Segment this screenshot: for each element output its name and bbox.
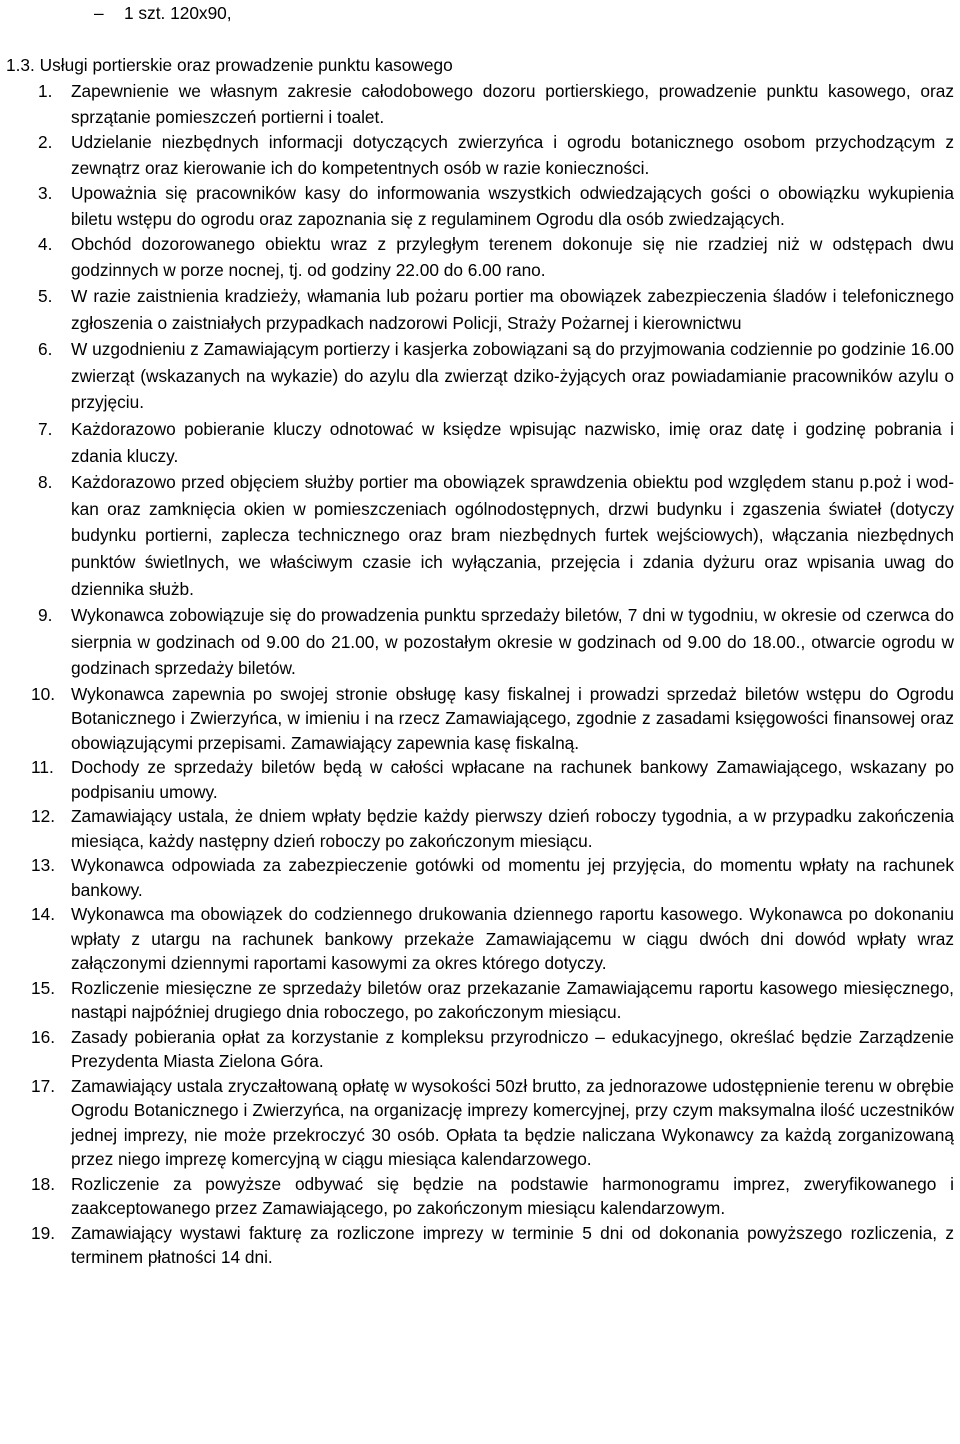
list-item-12 [0,804,960,853]
list-item-number: 7. [38,418,53,439]
list-item-text: Zasady pobierania opłat za korzystanie z kompleksu przyrodniczo – edukacyjnego, określać będzie Zarządzenie Prezydenta Miasta Zielona Góra. [71,1026,954,1072]
list-item-text: Upoważnia się pracowników kasy do informowania wszystkich odwiedzających gości o obowiązku wykupienia biletu wstępu do ogrodu oraz zapoznania się z regulaminem Ogrodu dla osób zwiedzających. [71,183,954,229]
list-item-number: 9. [38,605,53,626]
list-item-number: 13. [31,855,56,876]
list-item-3 [0,181,960,232]
list-item-text: Każdorazowo pobieranie kluczy odnotować w księdze wpisując nazwisko, imię oraz datę i godzinę pobrania i zdania kluczy. [71,418,954,466]
list-item-number: 4. [38,234,53,254]
list-item-number: 12. [31,806,56,827]
list-item-4 [0,232,960,283]
list-item-text: Każdorazowo przed objęciem służby portier ma obowiązek sprawdzenia obiektu pod względem stanu p.poż i wod-kan oraz zamknięcia okien w pomieszczeniach ogólnodostępnych, drzwi budynku i zgaszenia świateł (dotyczy budynku portierni, zaplecza technicznego oraz bram niezbędnych furtek wejściowych), włączania niezbędnych punktów świetlnych, we właściwym czasie ich wyłączania, przejęcia i zdania dyżuru oraz wpisania uwag do dziennika służb. [71,472,954,599]
list-item-17 [0,1074,960,1172]
list-item-text: Wykonawca zapewnia po swojej stronie obsługę kasy fiskalnej i prowadzi sprzedaż biletów wstępu do Ogrodu Botanicznego i Zwierzyńca, w imieniu i na rzecz Zamawiającego, zgodnie z zasadami księgowości finansowej oraz obowiązującymi przepisami. Zamawiający zapewnia kasę fiskalną. [71,683,954,753]
list-item-8 [0,469,960,602]
list-item-text: Udzielanie niezbędnych informacji dotyczących zwierzyńca i ogrodu botanicznego osobom przychodzącym z zewnątrz oraz kierowanie ich do kompetentnych osób w razie konieczności. [71,132,954,178]
list-item-13 [0,853,960,902]
list-item-text: Rozliczenie miesięczne ze sprzedaży biletów oraz przekazanie Zamawiającemu raportu kasowego miesięcznego, nastąpi najpóźniej drugiego dnia roboczego, po zakończonym miesiącu. [71,977,954,1023]
list-item-text: Rozliczenie za powyższe odbywać się będzie na podstawie harmonogramu imprez, zweryfikowanego i zaakceptowanego przez Zamawiającego, po zakończonym miesiącu kalendarzowym. [71,1173,954,1219]
list-item-11 [0,755,960,804]
list-item-text: Zamawiający ustala, że dniem wpłaty będzie każdy pierwszy dzień roboczy tygodnia, a w przypadku zakończenia miesiąca, każdy następny dzień roboczy po zakończonym miesiącu. [71,806,954,851]
list-item-number: 16. [31,1026,56,1047]
list-item-number: 6. [38,339,53,360]
list-item-6 [0,336,960,416]
previous-list-item-text: 1 szt. 120x90, [124,3,232,23]
list-item-number: 1. [38,81,53,101]
list-item-text: Wykonawca zobowiązuje się do prowadzenia punktu sprzedaży biletów, 7 dni w tygodniu, w okresie od czerwca do sierpnia w godzinach od 9.00 do 21.00, w pozostałym okresie w godzinach od 9.00 do 18.00., otwarcie ogrodu w godzinach sprzedaży biletów. [71,605,954,679]
list-item-text: W razie zaistnienia kradzieży, włamania lub pożaru portier ma obowiązek zabezpieczenia śladów i telefonicznego zgłoszenia o zaistniałych przypadkach nadzorowi Policji, Straży Pożarnej i kierownictwu [71,286,954,333]
list-item-number: 2. [38,132,53,152]
list-item-18 [0,1172,960,1221]
list-item-text: Zamawiający wystawi fakturę za rozliczone imprezy w terminie 5 dni od dokonania powyższego rozliczenia, z terminem płatności 14 dni. [71,1222,954,1268]
list-item-text: Dochody ze sprzedaży biletów będą w całości wpłacane na rachunek bankowy Zamawiającego, wskazany po podpisaniu umowy. [71,757,954,802]
list-item-10 [0,682,960,756]
list-item-number: 18. [31,1173,56,1194]
list-item-text: Obchód dozorowanego obiektu wraz z przyległym terenem dokonuje się nie rzadziej niż w odstępach dwu godzinnych w porze nocnej, tj. od godziny 22.00 do 6.00 rano. [71,234,954,280]
previous-list-item [94,2,232,24]
list-item-9 [0,602,960,682]
list-item-number: 10. [31,683,56,704]
list-item-19 [0,1221,960,1270]
list-item-16 [0,1025,960,1074]
list-item-5 [0,283,960,336]
list-item-text: Zamawiający ustala zryczałtowaną opłatę w wysokości 50zł brutto, za jednorazowe udostępnienie terenu w obrębie Ogrodu Botanicznego i Zwierzyńca, na organizację imprezy komercyjnej, przy czym maksymalna ilość uczestników jednej imprezy, nie może przekroczyć 30 osób. Opłata ta będzie naliczana Wykonawcy za każdą zorganizowaną przez niego imprezę komercyjną w ciągu miesiąca kalendarzowego. [71,1075,954,1170]
list-item-text: Wykonawca odpowiada za zabezpieczenie gotówki od momentu jej przyjęcia, do momentu wpłaty na rachunek bankowy. [71,855,954,900]
list-item-number: 5. [38,286,53,306]
list-item-number: 8. [38,472,53,493]
dash-bullet: – [94,3,104,23]
list-item-text: Wykonawca ma obowiązek do codziennego drukowania dziennego raportu kasowego. Wykonawca po dokonaniu wpłaty z utargu na rachunek bankowy przekaże Zamawiającemu w ciągu dwóch dni dowód wpłaty wraz załączonymi dziennymi raportami kasowymi za okres którego dotyczy. [71,904,954,974]
numbered-list [0,79,960,1270]
list-item-1 [0,79,960,130]
list-item-2 [0,130,960,181]
list-item-number: 11. [31,757,54,778]
list-item-14 [0,902,960,976]
list-item-number: 3. [38,183,53,203]
list-item-text: Zapewnienie we własnym zakresie całodobowego dozoru portierskiego, prowadzenie punktu kasowego, oraz sprzątanie pomieszczeń portierni i toalet. [71,81,954,127]
list-item-7 [0,416,960,469]
list-item-number: 15. [31,977,56,998]
section-heading: 1.3. Usługi portierskie oraz prowadzenie punktu kasowego [6,55,453,75]
list-item-text: W uzgodnieniu z Zamawiającym portierzy i kasjerka zobowiązani są do przyjmowania codziennie po godzinie 16.00 zwierząt (wskazanych na wykazie) do azylu dla zwierząt dziko-żyjących oraz powiadamianie pracowników azylu o przyjęciu. [71,339,954,413]
list-item-15 [0,976,960,1025]
list-item-number: 17. [31,1075,56,1096]
list-item-number: 14. [31,904,56,925]
list-item-number: 19. [31,1222,56,1243]
